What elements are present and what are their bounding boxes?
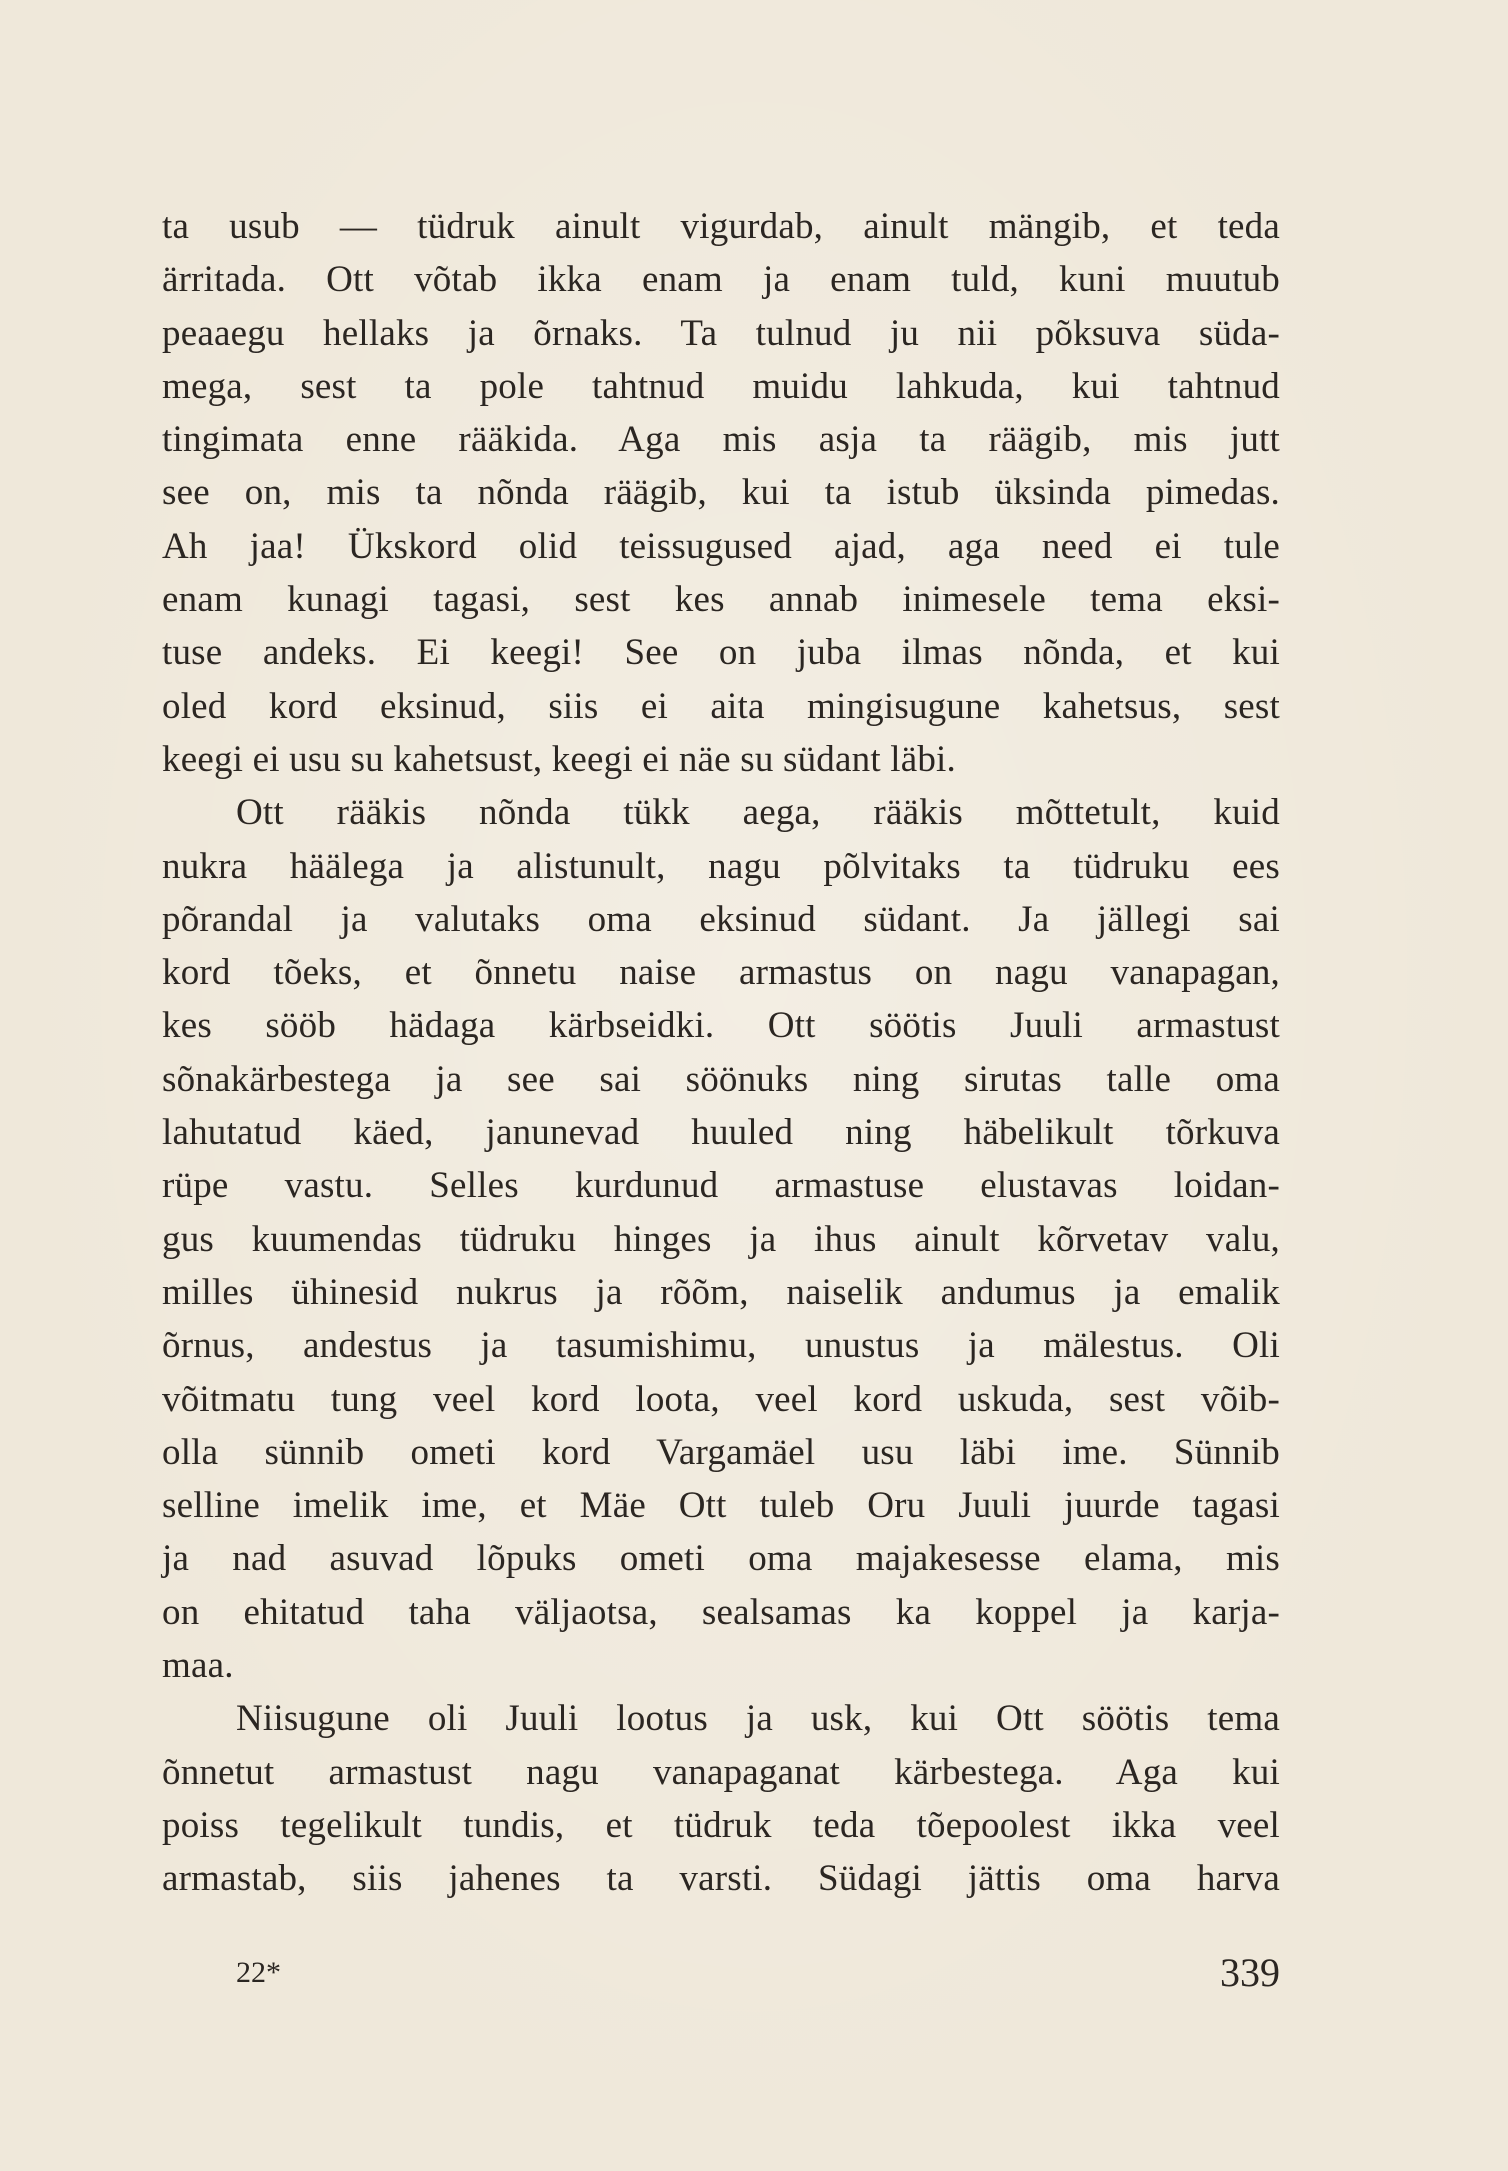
text-line: kes sööb hädaga kärbseidki. Ott söötis Juuli armastust: [162, 1005, 1280, 1047]
body-text: [162, 200, 1280, 1906]
text-line: ja nad asuvad lõpuks ometi oma majakesesse elama, mis: [162, 1538, 1280, 1580]
text-line: lahutatud käed, janunevad huuled ning häbelikult tõrkuva: [162, 1112, 1280, 1154]
text-line: sõnakärbestega ja see sai söönuks ning sirutas talle oma: [162, 1058, 1280, 1100]
text-line: Ah jaa! Ükskord olid teissugused ajad, aga need ei tule: [162, 525, 1280, 567]
text-line: milles ühinesid nukrus ja rõõm, naiselik andumus ja emalik: [162, 1271, 1280, 1313]
text-line: ta usub — tüdruk ainult vigurdab, ainult mängib, et teda: [162, 206, 1280, 247]
text-line: põrandal ja valutaks oma eksinud südant. Ja jällegi sai: [162, 898, 1280, 940]
text-line: gus kuumendas tüdruku hinges ja ihus ainult kõrvetav valu,: [162, 1218, 1280, 1260]
text-line: õrnus, andestus ja tasumishimu, unustus ja mälestus. Oli: [162, 1325, 1280, 1367]
text-line: armastab, siis jahenes ta varsti. Südagi jättis oma harva: [162, 1858, 1280, 1900]
text-line: mega, sest ta pole tahtnud muidu lahkuda, kui tahtnud: [162, 365, 1280, 407]
text-line: olla sünnib ometi kord Vargamäel usu läbi ime. Sünnib: [162, 1431, 1280, 1473]
text-line: on ehitatud taha väljaotsa, sealsamas ka koppel ja karja-: [162, 1591, 1280, 1633]
text-line: tingimata enne rääkida. Aga mis asja ta räägib, mis jutt: [162, 419, 1280, 461]
text-line: see on, mis ta nõnda räägib, kui ta istub üksinda pimedas.: [162, 472, 1280, 514]
text-line: õnnetut armastust nagu vanapaganat kärbestega. Aga kui: [162, 1751, 1280, 1793]
text-line: kord tõeks, et õnnetu naise armastus on nagu vanapagan,: [162, 952, 1280, 994]
text-line: rüpe vastu. Selles kurdunud armastuse elustavas loidan-: [162, 1165, 1280, 1207]
text-line: maa.: [162, 1645, 234, 1687]
text-line: ärritada. Ott võtab ikka enam ja enam tuld, kuni muutub: [162, 259, 1280, 301]
text-line: tuse andeks. Ei keegi! See on juba ilmas nõnda, et kui: [162, 632, 1280, 674]
paragraph-first-line: Ott rääkis nõnda tükk aega, rääkis mõttetult, kuid: [236, 792, 1280, 834]
text-line: keegi ei usu su kahetsust, keegi ei näe su südant läbi.: [162, 738, 956, 780]
paragraph-first-line: Niisugune oli Juuli lootus ja usk, kui Ott söötis tema: [236, 1698, 1280, 1740]
text-line: võitmatu tung veel kord loota, veel kord uskuda, sest võib-: [162, 1378, 1280, 1420]
text-line: poiss tegelikult tundis, et tüdruk teda tõepoolest ikka veel: [162, 1804, 1280, 1846]
text-line: peaaegu hellaks ja õrnaks. Ta tulnud ju nii põksuva süda-: [162, 312, 1280, 354]
signature-mark: 22*: [236, 1956, 281, 1989]
text-line: oled kord eksinud, siis ei aita mingisugune kahetsus, sest: [162, 685, 1280, 727]
text-line: selline imelik ime, et Mäe Ott tuleb Oru Juuli juurde tagasi: [162, 1485, 1280, 1527]
text-line: nukra häälega ja alistunult, nagu põlvitaks ta tüdruku ees: [162, 845, 1280, 887]
page-number: 339: [1220, 1950, 1280, 1995]
text-line: enam kunagi tagasi, sest kes annab inimesele tema eksi-: [162, 579, 1280, 621]
